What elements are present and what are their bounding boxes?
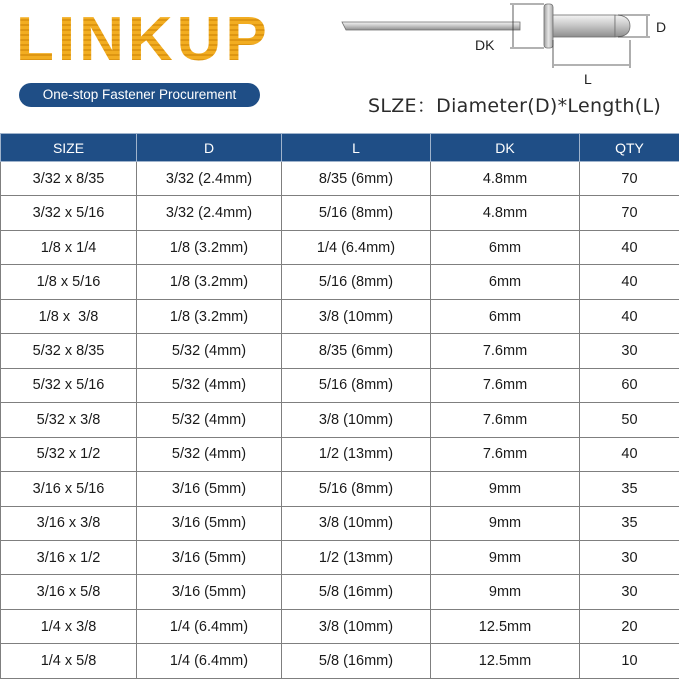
table-cell: 1/2 (13mm)	[282, 437, 431, 471]
table-cell: 6mm	[431, 265, 580, 299]
table-cell: 7.6mm	[431, 368, 580, 402]
table-cell: 8/35 (6mm)	[282, 334, 431, 368]
table-cell: 1/8 (3.2mm)	[137, 230, 282, 264]
table-cell: 9mm	[431, 575, 580, 609]
table-cell: 10	[580, 644, 679, 679]
table-cell: 3/32 (2.4mm)	[137, 162, 282, 196]
table-cell: 3/8 (10mm)	[282, 506, 431, 540]
table-cell: 5/16 (8mm)	[282, 368, 431, 402]
table-cell: 1/8 x 5/16	[1, 265, 137, 299]
table-cell: 1/8 x 1/4	[1, 230, 137, 264]
table-cell: 3/16 (5mm)	[137, 506, 282, 540]
table-cell: 7.6mm	[431, 334, 580, 368]
rivet-diagram	[330, 0, 679, 92]
table-cell: 7.6mm	[431, 437, 580, 471]
table-cell: 40	[580, 299, 679, 333]
table-cell: 7.6mm	[431, 403, 580, 437]
table-cell: 3/8 (10mm)	[282, 299, 431, 333]
table-cell: 12.5mm	[431, 644, 580, 679]
table-cell: 50	[580, 403, 679, 437]
table-cell: 6mm	[431, 230, 580, 264]
table-cell: 5/32 x 3/8	[1, 403, 137, 437]
table-cell: 70	[580, 162, 679, 196]
d-label: D	[656, 19, 667, 35]
column-header: D	[137, 134, 282, 162]
table-row	[1, 299, 679, 333]
table-cell: 30	[580, 575, 679, 609]
table-cell: 1/8 (3.2mm)	[137, 265, 282, 299]
table-cell: 40	[580, 230, 679, 264]
table-row	[1, 644, 679, 679]
table-cell: 5/32 (4mm)	[137, 334, 282, 368]
table-cell: 5/8 (16mm)	[282, 575, 431, 609]
table-cell: 5/32 (4mm)	[137, 368, 282, 402]
table-cell: 12.5mm	[431, 609, 580, 643]
brand-logo: LINKUP	[16, 5, 271, 74]
table-cell: 8/35 (6mm)	[282, 162, 431, 196]
table-cell: 5/16 (8mm)	[282, 472, 431, 506]
table-cell: 3/8 (10mm)	[282, 403, 431, 437]
table-cell: 9mm	[431, 472, 580, 506]
table-row	[1, 162, 679, 196]
l-label: L	[584, 71, 592, 87]
table-cell: 5/32 (4mm)	[137, 437, 282, 471]
table-cell: 3/32 x 8/35	[1, 162, 137, 196]
table-row	[1, 437, 679, 471]
column-header: L	[282, 134, 431, 162]
table-cell: 3/16 x 5/8	[1, 575, 137, 609]
table-cell: 1/4 (6.4mm)	[137, 609, 282, 643]
table-body	[1, 162, 679, 679]
table-cell: 4.8mm	[431, 196, 580, 230]
table-cell: 35	[580, 472, 679, 506]
table-cell: 40	[580, 265, 679, 299]
table-cell: 1/4 x 3/8	[1, 609, 137, 643]
table-cell: 3/32 x 5/16	[1, 196, 137, 230]
table-row	[1, 403, 679, 437]
table-cell: 60	[580, 368, 679, 402]
table-row	[1, 334, 679, 368]
column-header: QTY	[580, 134, 679, 162]
table-row	[1, 265, 679, 299]
table-cell: 1/2 (13mm)	[282, 540, 431, 574]
l-dimension	[553, 40, 630, 68]
column-header: SIZE	[1, 134, 137, 162]
table-cell: 5/16 (8mm)	[282, 196, 431, 230]
table-cell: 70	[580, 196, 679, 230]
table-row	[1, 472, 679, 506]
table-cell: 35	[580, 506, 679, 540]
table-row	[1, 540, 679, 574]
table-header-row	[1, 134, 679, 162]
table-cell: 1/4 (6.4mm)	[282, 230, 431, 264]
table-row	[1, 609, 679, 643]
table-cell: 3/16 x 3/8	[1, 506, 137, 540]
table-cell: 30	[580, 540, 679, 574]
table-cell: 40	[580, 437, 679, 471]
size-formula-note: SLZE：Diameter(D)*Length(L)	[368, 95, 662, 117]
table-cell: 30	[580, 334, 679, 368]
header	[0, 0, 679, 128]
table-cell: 3/16 (5mm)	[137, 472, 282, 506]
table-cell: 3/16 x 5/16	[1, 472, 137, 506]
rivet-mandrel	[342, 22, 520, 30]
rivet-body	[553, 15, 630, 37]
table-cell: 1/4 (6.4mm)	[137, 644, 282, 679]
table-cell: 5/8 (16mm)	[282, 644, 431, 679]
table-cell: 5/32 x 8/35	[1, 334, 137, 368]
table-cell: 3/8 (10mm)	[282, 609, 431, 643]
table-cell: 3/16 x 1/2	[1, 540, 137, 574]
table-cell: 9mm	[431, 506, 580, 540]
table-cell: 6mm	[431, 299, 580, 333]
table-cell: 3/16 (5mm)	[137, 575, 282, 609]
rivet-head	[544, 4, 553, 48]
table-cell: 5/32 x 5/16	[1, 368, 137, 402]
table-row	[1, 368, 679, 402]
size-spec-table	[0, 133, 679, 679]
column-header: DK	[431, 134, 580, 162]
table-cell: 3/32 (2.4mm)	[137, 196, 282, 230]
table-cell: 5/16 (8mm)	[282, 265, 431, 299]
table-cell: 1/8 (3.2mm)	[137, 299, 282, 333]
table-cell: 3/16 (5mm)	[137, 540, 282, 574]
table-row	[1, 230, 679, 264]
table-cell: 5/32 x 1/2	[1, 437, 137, 471]
table-cell: 9mm	[431, 540, 580, 574]
table-cell: 5/32 (4mm)	[137, 403, 282, 437]
table-row	[1, 506, 679, 540]
table-cell: 4.8mm	[431, 162, 580, 196]
table-cell: 1/8 x 3/8	[1, 299, 137, 333]
table-row	[1, 196, 679, 230]
table-cell: 1/4 x 5/8	[1, 644, 137, 679]
tagline-badge: One-stop Fastener Procurement	[19, 83, 260, 107]
table-row	[1, 575, 679, 609]
dk-label: DK	[475, 37, 495, 53]
table-cell: 20	[580, 609, 679, 643]
